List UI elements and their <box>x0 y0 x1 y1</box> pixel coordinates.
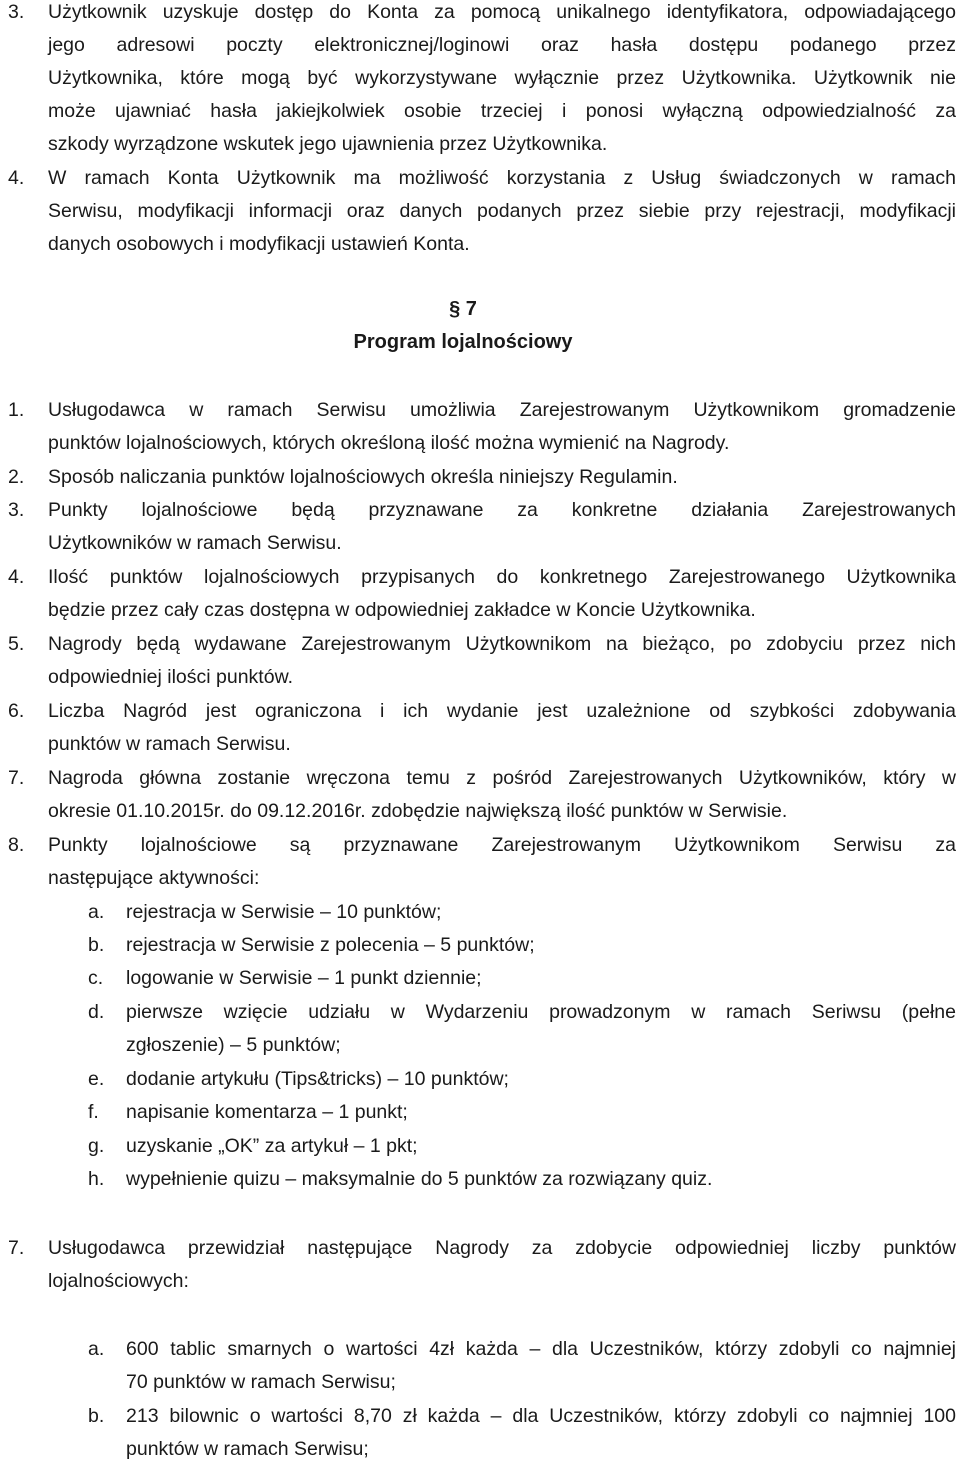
item-text <box>126 1096 956 1129</box>
text-line: okresie 01.10.2015r. do 09.12.2016r. zdobędzie największą ilość punktów w Serwisie. <box>48 800 788 822</box>
item-number: 3. <box>8 1 25 23</box>
text-line: Usługodawca w ramach Serwisu umożliwia Zarejestrowanym Użytkownikom gromadzenie <box>48 399 956 421</box>
section-title: Program lojalnościowy <box>353 331 573 353</box>
text-line: Użytkownika, które mogą być wykorzystywane wyłącznie przez Użytkownika. Użytkownik nie <box>48 67 956 89</box>
item-text <box>126 962 956 995</box>
text-line: pierwsze wzięcie udziału w Wydarzeniu prowadzonym w ramach Seriwsu (pełne <box>126 1001 956 1023</box>
item-text <box>48 394 956 460</box>
text-line: Liczba Nagród jest ograniczona i ich wydanie jest uzależnione od szybkości zdobywania <box>48 700 956 722</box>
item-text <box>48 829 956 895</box>
item-text <box>48 695 956 761</box>
item-text <box>48 1232 956 1298</box>
item-number: 7. <box>8 1237 25 1259</box>
item-number: 1. <box>8 399 25 421</box>
item-number: c. <box>88 967 104 989</box>
item-text <box>48 762 956 828</box>
text-line: rejestracja w Serwisie – 10 punktów; <box>126 901 442 923</box>
text-line: Nagroda główna zostanie wręczona temu z pośród Zarejestrowanych Użytkowników, który w <box>48 767 956 789</box>
text-line: Punkty lojalnościowe będą przyznawane za konkretne działania Zarejestrowanych <box>48 499 956 521</box>
item-text <box>126 1400 956 1466</box>
text-line: 213 bilownic o wartości 8,70 zł każda – dla Uczestników, którzy zdobyli co najmniej 100 <box>126 1405 956 1427</box>
item-text <box>126 929 956 962</box>
text-line: Punkty lojalnościowe są przyznawane Zarejestrowanym Użytkownikom Serwisu za <box>48 834 956 856</box>
text-line: następujące aktywności: <box>48 867 260 889</box>
text-line: Sposób naliczania punktów lojalnościowych określa niniejszy Regulamin. <box>48 466 678 488</box>
text-line: danych osobowych i modyfikacji ustawień Konta. <box>48 233 470 255</box>
text-line: Nagrody będą wydawane Zarejestrowanym Użytkownikom na bieżąco, po zdobyciu przez nich <box>48 633 956 655</box>
section-number: § 7 <box>449 298 477 320</box>
text-line: Użytkownik uzyskuje dostęp do Konta za pomocą unikalnego identyfikatora, odpowiadającego <box>48 1 956 23</box>
text-line: jego adresowi poczty elektronicznej/loginowi oraz hasła dostępu podanego przez <box>48 34 956 56</box>
text-line: dodanie artykułu (Tips&tricks) – 10 punktów; <box>126 1068 509 1090</box>
text-line: wypełnienie quizu – maksymalnie do 5 punktów za rozwiązany quiz. <box>126 1168 713 1190</box>
text-line: punktów lojalnościowych, których określoną ilość można wymienić na Nagrody. <box>48 432 730 454</box>
item-number: a. <box>88 901 105 923</box>
text-line: odpowiedniej ilości punktów. <box>48 666 293 688</box>
text-line: 70 punktów w ramach Serwisu; <box>126 1371 396 1393</box>
text-line: Ilość punktów lojalnościowych przypisanych do konkretnego Zarejestrowanego Użytkownika <box>48 566 956 588</box>
item-number: 7. <box>8 767 25 789</box>
item-number: 5. <box>8 633 25 655</box>
text-line: będzie przez cały czas dostępna w odpowiedniej zakładce w Koncie Użytkownika. <box>48 599 756 621</box>
item-text <box>48 461 956 494</box>
item-number: g. <box>88 1135 105 1157</box>
text-line: zgłoszenie) – 5 punktów; <box>126 1034 341 1056</box>
text-line: Użytkowników w ramach Serwisu. <box>48 532 342 554</box>
item-number: 2. <box>8 466 25 488</box>
text-line: punktów w ramach Serwisu; <box>126 1438 369 1460</box>
text-line: Usługodawca przewidział następujące Nagrody za zdobycie odpowiedniej liczby punktów <box>48 1237 956 1259</box>
item-number: f. <box>88 1101 99 1123</box>
item-number: 4. <box>8 566 25 588</box>
item-text <box>48 162 956 261</box>
text-line: punktów w ramach Serwisu. <box>48 733 291 755</box>
item-number: 8. <box>8 834 25 856</box>
item-number: e. <box>88 1068 105 1090</box>
item-text <box>48 494 956 560</box>
item-number: 3. <box>8 499 25 521</box>
text-line: uzyskanie „OK” za artykuł – 1 pkt; <box>126 1135 418 1157</box>
text-line: szkody wyrządzone wskutek jego ujawnienia przez Użytkownika. <box>48 133 608 155</box>
item-number: h. <box>88 1168 105 1190</box>
item-text <box>48 0 956 161</box>
text-line: rejestracja w Serwisie z polecenia – 5 punktów; <box>126 934 535 956</box>
item-text <box>126 1163 956 1196</box>
item-number: a. <box>88 1338 105 1360</box>
item-number: 6. <box>8 700 25 722</box>
text-line: logowanie w Serwisie – 1 punkt dziennie; <box>126 967 482 989</box>
text-line: napisanie komentarza – 1 punkt; <box>126 1101 408 1123</box>
text-line: lojalnościowych: <box>48 1270 189 1292</box>
item-number: 4. <box>8 167 25 189</box>
item-text <box>48 561 956 627</box>
item-text <box>126 896 956 929</box>
text-line: W ramach Konta Użytkownik ma możliwość korzystania z Usług świadczonych w ramach <box>48 167 956 189</box>
item-text <box>126 996 956 1062</box>
item-text <box>126 1333 956 1399</box>
item-number: b. <box>88 1405 105 1427</box>
item-text <box>126 1063 956 1096</box>
item-number: b. <box>88 934 105 956</box>
text-line: może ujawniać hasła jakiejkolwiek osobie trzeciej i ponosi wyłączną odpowiedzialność za <box>48 100 956 122</box>
item-text <box>48 628 956 694</box>
item-number: d. <box>88 1001 105 1023</box>
item-text <box>126 1130 956 1163</box>
text-line: 600 tablic smarnych o wartości 4zł każda – dla Uczestników, którzy zdobyli co najmniej <box>126 1338 956 1360</box>
text-line: Serwisu, modyfikacji informacji oraz danych podanych przez siebie przy rejestracji, modyfikacji <box>48 200 956 222</box>
